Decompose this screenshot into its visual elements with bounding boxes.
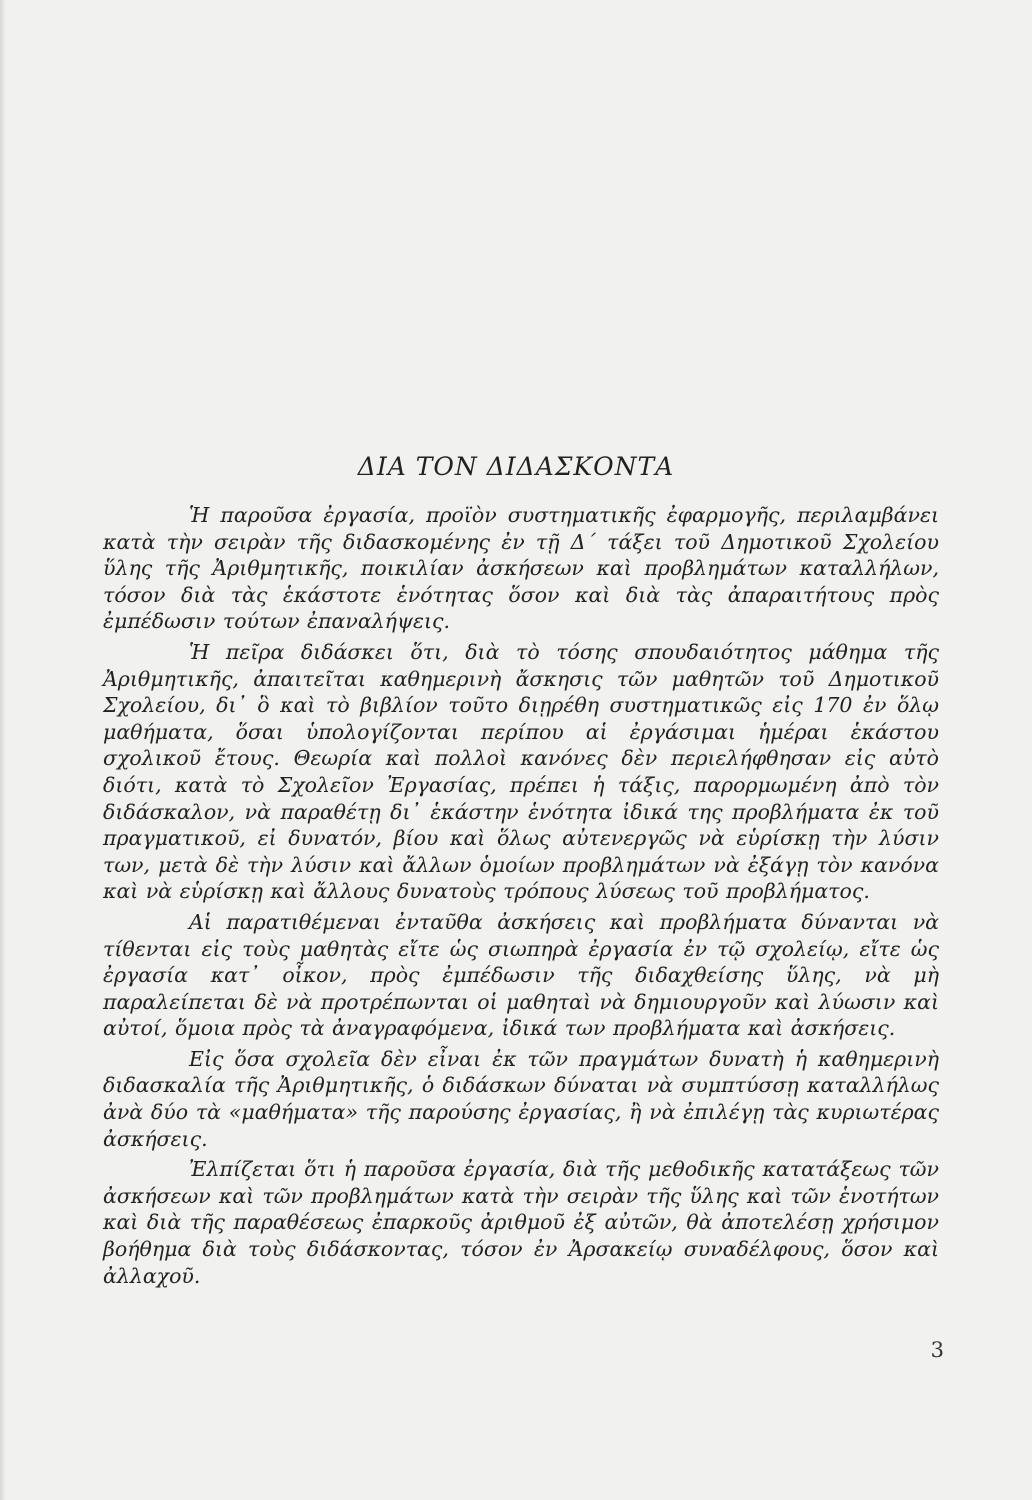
page-title: ΔΙΑ ΤΟΝ ΔΙΔΑΣΚΟΝΤΑ (357, 452, 675, 481)
page-number: 3 (930, 1338, 944, 1362)
paragraph-2: Ἡ πεῖρα διδάσκει ὅτι, διὰ τὸ τόσης σπουδαιότητος μάθημα τῆς Ἀριθμητικῆς, ἀπαιτεῖται καθημερινὴ ἄσκησις τῶν μαθητῶν τοῦ Δημοτικοῦ Σχολείου, δι᾽ ὃ καὶ τὸ βιβλίον τοῦτο διῃρέθη συστηματικῶς εἰς 170 ἐν ὅλῳ μαθήματα, ὅσαι ὑπολογίζονται περίπου αἱ ἐργάσιμαι ἡμέραι ἑκάστου σχολικοῦ ἔτους. Θεωρία καὶ πολλοὶ κανόνες δὲν περιελήφθησαν εἰς αὐτὸ διότι, κατὰ τὸ Σχολεῖον Ἐργασίας, πρέπει ἡ τάξις, παρορμωμένη ἀπὸ τὸν διδάσκαλον, νὰ παραθέτῃ δι᾽ ἑκάστην ἑνότητα ἰδικά της προβλήματα ἐκ τοῦ πραγματικοῦ, εἰ δυνατόν, βίου καὶ ὅλως αὐτενεργῶς νὰ εὑρίσκῃ τὴν λύσιν των, μετὰ δὲ τὴν λύσιν καὶ ἄλλων ὁμοίων προβλημάτων νὰ ἐξάγῃ τὸν κανόνα καὶ νὰ εὑρίσκῃ καὶ ἄλλους δυνατοὺς τρόπους λύσεως τοῦ προβλήματος. (103, 639, 939, 904)
body-text (103, 502, 939, 1293)
paragraph-1: Ἡ παροῦσα ἐργασία, προϊὸν συστηματικῆς ἐφαρμογῆς, περιλαμβάνει κατὰ τὴν σειρὰν τῆς διδασκομένης ἐν τῇ Δ΄ τάξει τοῦ Δημοτικοῦ Σχολείου ὕλης τῆς Ἀριθμητικῆς, ποικιλίαν ἀσκήσεων καὶ προβλημάτων καταλλήλων, τόσον διὰ τὰς ἑκάστοτε ἑνότητας ὅσον καὶ διὰ τὰς ἀπαραιτήτους πρὸς ἐμπέδωσιν τούτων ἐπαναλήψεις. (103, 503, 939, 634)
paragraph-3: Αἱ παρατιθέμεναι ἐνταῦθα ἀσκήσεις καὶ προβλήματα δύνανται νὰ τίθενται εἰς τοὺς μαθητὰς εἴτε ὡς σιωπηρὰ ἐργασία ἐν τῷ σχολείῳ, εἴτε ὡς ἐργασία κατ᾽ οἶκον, πρὸς ἐμπέδωσιν τῆς διδαχθείσης ὕλης, νὰ μὴ παραλείπεται δὲ νὰ προτρέπωνται οἱ μαθηταὶ νὰ δημιουργοῦν καὶ λύωσιν καὶ αὐτοί, ὅμοια πρὸς τὰ ἀναγραφόμενα, ἰδικά των προβλήματα καὶ ἀσκήσεις. (103, 909, 939, 1041)
scan-edge-shadow (0, 0, 6, 1500)
paragraph-4: Εἰς ὅσα σχολεῖα δὲν εἶναι ἐκ τῶν πραγμάτων δυνατὴ ἡ καθημερινὴ διδασκαλία τῆς Ἀριθμητικῆς, ὁ διδάσκων δύναται νὰ συμπτύσσῃ καταλλήλως ἀνὰ δύο τὰ «μαθήματα» τῆς παρούσης ἐργασίας, ἢ νὰ ἐπιλέγῃ τὰς κυριωτέρας ἀσκήσεις. (103, 1046, 939, 1151)
paragraph-5: Ἐλπίζεται ὅτι ἡ παροῦσα ἐργασία, διὰ τῆς μεθοδικῆς κατατάξεως τῶν ἀσκήσεων καὶ τῶν προβλημάτων κατὰ τὴν σειρὰν τῆς ὕλης καὶ τῶν ἑνοτήτων καὶ διὰ τῆς παραθέσεως ἐπαρκοῦς ἀριθμοῦ ἐξ αὐτῶν, θὰ ἀποτελέσῃ χρήσιμον βοήθημα διὰ τοὺς διδάσκοντας, τόσον ἐν Ἀρσακείῳ συναδέλφους, ὅσον καὶ ἀλλαχοῦ. (103, 1157, 939, 1288)
